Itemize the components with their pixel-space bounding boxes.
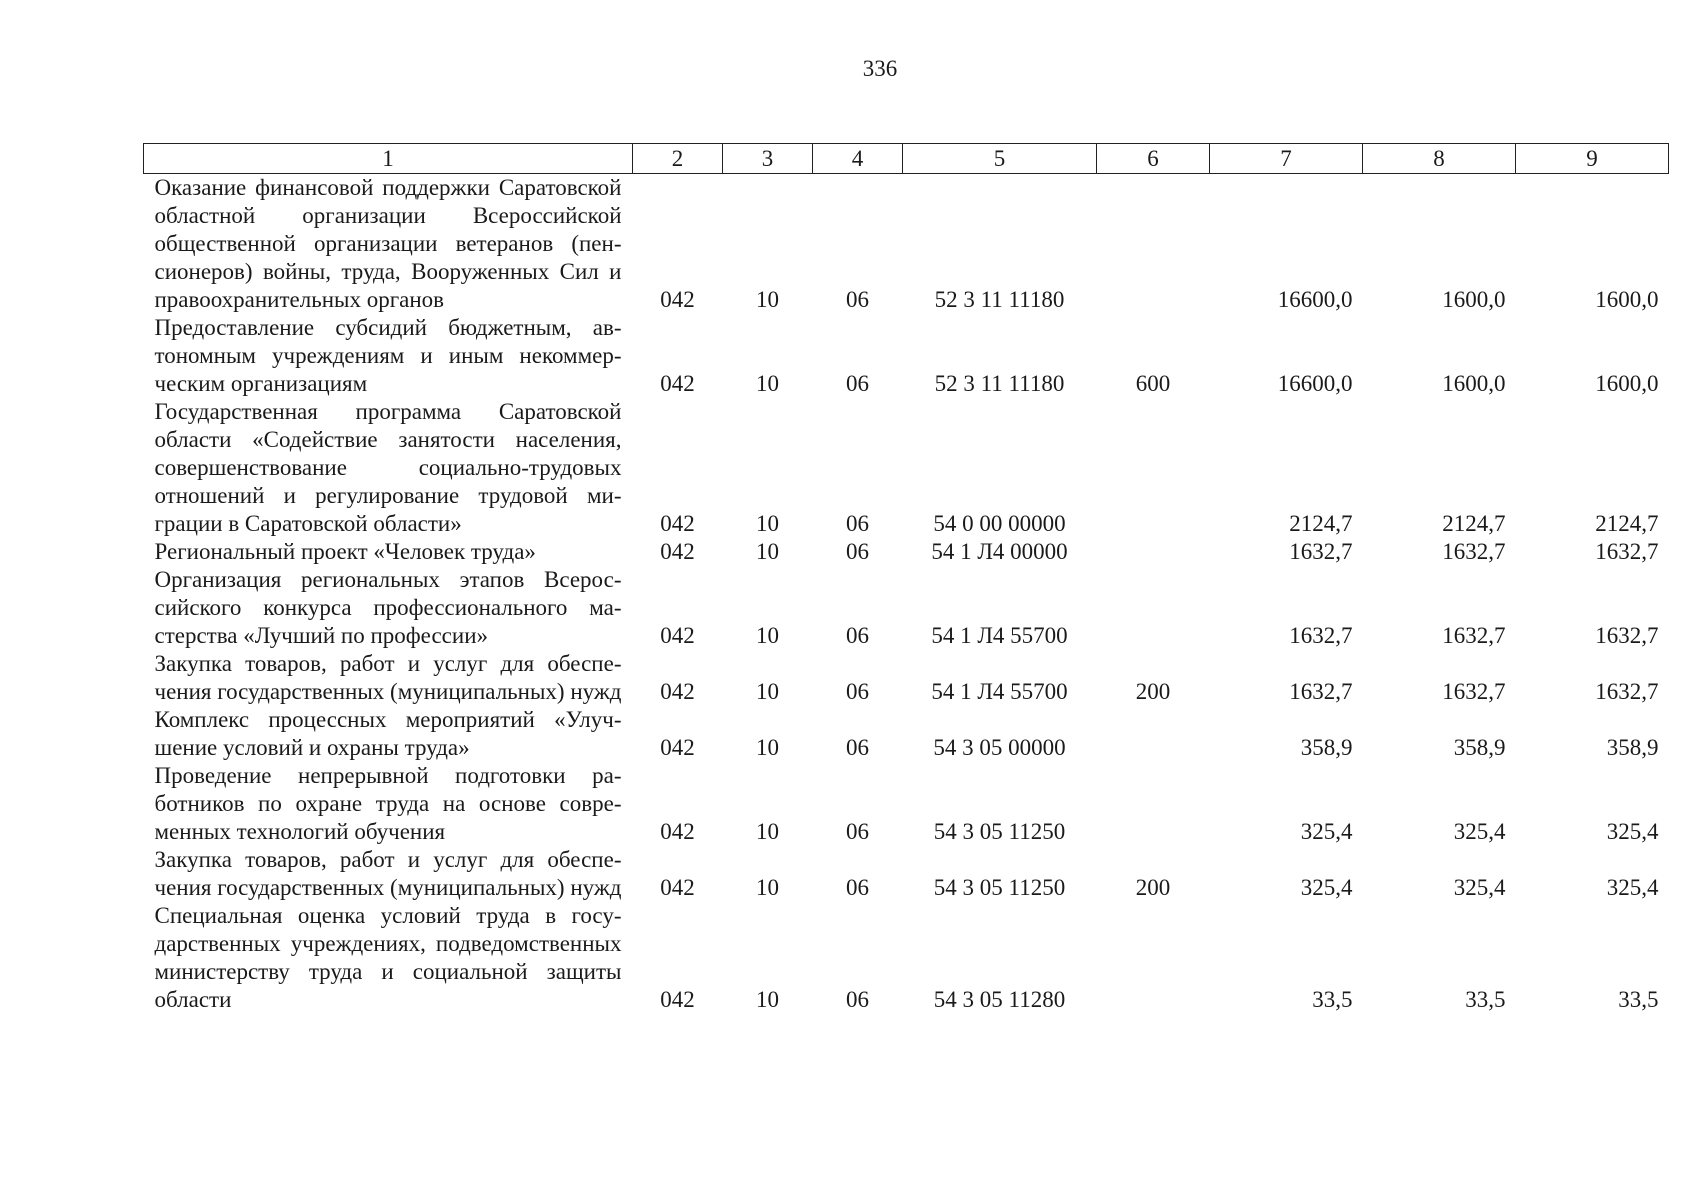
subsection-cell: 06 xyxy=(846,287,869,312)
table-row xyxy=(144,650,1669,706)
amount-year3-cell: 325,4 xyxy=(1606,819,1659,844)
table-header xyxy=(144,144,1669,174)
table-row xyxy=(144,538,1669,566)
row-name-cell: Региональный проект «Человек труда» xyxy=(154,539,536,564)
row-name-cell: Проведение непрерывной подготовки работников по охране труда на основе современных технологий обучения xyxy=(154,763,622,844)
amount-year2-cell: 325,4 xyxy=(1453,875,1506,900)
subsection-cell: 06 xyxy=(846,623,869,648)
header-cell: 5 xyxy=(903,144,1097,174)
budget-table xyxy=(143,143,1669,1014)
subsection-cell: 06 xyxy=(846,875,869,900)
section-cell: 10 xyxy=(756,735,779,760)
header-cell: 9 xyxy=(1516,144,1669,174)
amount-year1-cell: 325,4 xyxy=(1300,875,1353,900)
table-row xyxy=(144,398,1669,538)
amount-year3-cell: 1632,7 xyxy=(1595,679,1659,704)
row-name-cell: Предоставление субсидий бюджетным, автономным учреждениям и иным некоммерческим организациям xyxy=(154,315,622,396)
amount-year2-cell: 358,9 xyxy=(1453,735,1506,760)
admin-code-cell: 042 xyxy=(660,987,695,1012)
subsection-cell: 06 xyxy=(846,735,869,760)
expense-type-cell xyxy=(1097,398,1210,538)
admin-code-cell: 042 xyxy=(660,539,695,564)
target-article-cell: 54 3 05 11250 xyxy=(933,819,1066,844)
target-article-cell: 54 1 Л4 55700 xyxy=(931,623,1068,648)
admin-code-cell: 042 xyxy=(660,623,695,648)
row-name-cell: Закупка товаров, работ и услуг для обеспечения государственных (муниципальных) нужд xyxy=(154,847,622,900)
header-cell: 6 xyxy=(1097,144,1210,174)
amount-year2-cell: 1600,0 xyxy=(1442,287,1506,312)
amount-year2-cell: 325,4 xyxy=(1453,819,1506,844)
section-cell: 10 xyxy=(756,539,779,564)
amount-year3-cell: 1632,7 xyxy=(1595,623,1659,648)
section-cell: 10 xyxy=(756,623,779,648)
section-cell: 10 xyxy=(756,987,779,1012)
subsection-cell: 06 xyxy=(846,371,869,396)
amount-year3-cell: 33,5 xyxy=(1618,987,1659,1012)
table-row xyxy=(144,902,1669,1014)
expense-type-cell xyxy=(1097,566,1210,650)
expense-type-cell: 200 xyxy=(1135,875,1171,900)
row-name-cell: Закупка товаров, работ и услуг для обеспечения государственных (муниципальных) нужд xyxy=(154,651,622,704)
target-article-cell: 54 1 Л4 55700 xyxy=(931,679,1068,704)
target-article-cell: 54 1 Л4 00000 xyxy=(931,539,1068,564)
header-cell: 3 xyxy=(723,144,813,174)
table-row xyxy=(144,174,1669,315)
row-name-cell: Государственная программа Саратовской области «Содействие занятости населения, совершенствование социально-трудовых отношений и регулирование трудовой миграции в Саратовской области» xyxy=(154,399,622,536)
header-cell: 7 xyxy=(1210,144,1363,174)
subsection-cell: 06 xyxy=(846,539,869,564)
amount-year1-cell: 325,4 xyxy=(1300,819,1353,844)
table-body xyxy=(144,174,1669,1015)
amount-year1-cell: 1632,7 xyxy=(1289,623,1353,648)
section-cell: 10 xyxy=(756,819,779,844)
target-article-cell: 54 0 00 00000 xyxy=(933,511,1066,536)
subsection-cell: 06 xyxy=(846,987,869,1012)
admin-code-cell: 042 xyxy=(660,875,695,900)
target-article-cell: 54 3 05 00000 xyxy=(933,735,1066,760)
amount-year3-cell: 358,9 xyxy=(1606,735,1659,760)
amount-year2-cell: 33,5 xyxy=(1465,987,1506,1012)
expense-type-cell: 600 xyxy=(1135,371,1171,396)
admin-code-cell: 042 xyxy=(660,287,695,312)
amount-year1-cell: 358,9 xyxy=(1300,735,1353,760)
expense-type-cell: 200 xyxy=(1135,679,1171,704)
amount-year1-cell: 1632,7 xyxy=(1289,679,1353,704)
expense-type-cell xyxy=(1097,174,1210,315)
header-cell: 4 xyxy=(813,144,903,174)
amount-year2-cell: 1600,0 xyxy=(1442,371,1506,396)
subsection-cell: 06 xyxy=(846,819,869,844)
row-name-cell: Организация региональных этапов Всероссийского конкурса профессионального мастерства «Лучший по профессии» xyxy=(154,567,622,648)
section-cell: 10 xyxy=(756,875,779,900)
admin-code-cell: 042 xyxy=(660,819,695,844)
admin-code-cell: 042 xyxy=(660,679,695,704)
subsection-cell: 06 xyxy=(846,679,869,704)
header-cell: 8 xyxy=(1363,144,1516,174)
amount-year2-cell: 2124,7 xyxy=(1442,511,1506,536)
row-name-cell: Оказание финансовой поддержки Саратовской областной организации Всероссийской общественной организации ветеранов (пенсионеров) войны, труда, Вооруженных Сил и правоохранительных органов xyxy=(154,175,622,312)
amount-year3-cell: 1632,7 xyxy=(1595,539,1659,564)
amount-year2-cell: 1632,7 xyxy=(1442,539,1506,564)
table-row xyxy=(144,762,1669,846)
target-article-cell: 52 3 11 11180 xyxy=(934,287,1065,312)
table-row xyxy=(144,566,1669,650)
section-cell: 10 xyxy=(756,511,779,536)
table-row xyxy=(144,706,1669,762)
table-row xyxy=(144,846,1669,902)
admin-code-cell: 042 xyxy=(660,735,695,760)
target-article-cell: 54 3 05 11250 xyxy=(933,875,1066,900)
amount-year1-cell: 1632,7 xyxy=(1289,539,1353,564)
section-cell: 10 xyxy=(756,287,779,312)
row-name-cell: Комплекс процессных мероприятий «Улучшение условий и охраны труда» xyxy=(154,707,622,760)
table-row xyxy=(144,314,1669,398)
expense-type-cell xyxy=(1097,706,1210,762)
amount-year1-cell: 33,5 xyxy=(1312,987,1353,1012)
expense-type-cell xyxy=(1097,902,1210,1014)
amount-year3-cell: 1600,0 xyxy=(1595,287,1659,312)
amount-year2-cell: 1632,7 xyxy=(1442,679,1506,704)
target-article-cell: 52 3 11 11180 xyxy=(934,371,1065,396)
amount-year3-cell: 1600,0 xyxy=(1595,371,1659,396)
amount-year1-cell: 16600,0 xyxy=(1277,371,1353,396)
subsection-cell: 06 xyxy=(846,511,869,536)
amount-year1-cell: 16600,0 xyxy=(1277,287,1353,312)
admin-code-cell: 042 xyxy=(660,511,695,536)
row-name-cell: Специальная оценка условий труда в государственных учреждениях, подведомственных министерству труда и социальной защиты области xyxy=(154,903,622,1012)
amount-year3-cell: 2124,7 xyxy=(1595,511,1659,536)
expense-type-cell xyxy=(1097,538,1210,566)
amount-year3-cell: 325,4 xyxy=(1606,875,1659,900)
section-cell: 10 xyxy=(756,679,779,704)
amount-year1-cell: 2124,7 xyxy=(1289,511,1353,536)
page-number: 336 xyxy=(862,56,898,81)
header-cell: 2 xyxy=(633,144,723,174)
admin-code-cell: 042 xyxy=(660,371,695,396)
amount-year2-cell: 1632,7 xyxy=(1442,623,1506,648)
expense-type-cell xyxy=(1097,762,1210,846)
header-cell: 1 xyxy=(144,144,633,174)
target-article-cell: 54 3 05 11280 xyxy=(933,987,1066,1012)
section-cell: 10 xyxy=(756,371,779,396)
